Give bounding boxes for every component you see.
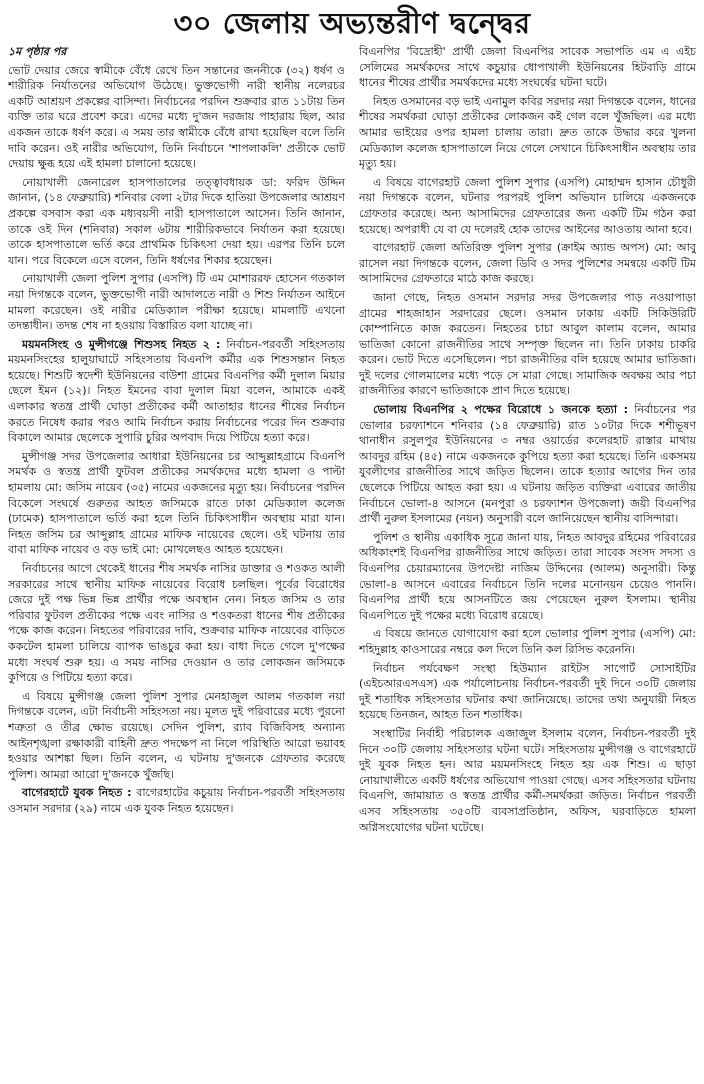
paragraph: নির্বাচনের আগে থেকেই ধানের শীষ সমর্থক নাসির ডাক্তার ও শওকত আলী সরকারের সাথে স্থানীয় মাফিক নায়েবের বিরোধ চলছিল। পূর্বের বিরোধের জেরে দুই পক্ষ ভিন্ন ভিন্ন প্রার্থীর পক্ষে অবস্থান নেন। নিহত জসিম ও তার পরিবার ফুটবল প্রতীকের পক্ষে এবং নাসির ও শওকতরা ধানের শীষ প্রতীকের পক্ষে কাজ করেন। নিহতের পরিবারের দাবি, শুক্রবার মাফিক নায়েবের বাড়িতে ককটেল হামলা চালিয়ে ব্যাপক ভাঙচুর করা হয়। বাধা দিতে গেলে দু'পক্ষের মধ্যে সংঘর্ষ শুরু হয়। এ সময় নাসির দেওয়ান ও তার লোকজন জসিমকে কুপিয়ে ও পিটিয়ে হত্যা করে। [8,562,345,685]
paragraph-text: নির্বাচনের পর ভোলার চরফ্যাশনে শনিবার (১৪ ফেব্রুয়ারি) রাত ১০টার দিকে শশীভূষণ থানাধীন রসুলপুর ইউনিয়নের ৩ নম্বর ওয়ার্ডের কলেরহাট রাস্তার মাথায় আবদুর রহিম (৪৫) নামে একজনকে কুপিয়ে হত্যা করা হয়েছে। তিনি একসময় যুবলীগের রাজনীতির সাথে জড়িত ছিলেন। তাকে হত্যার আগের দিন তার ছেলেকে পিটিয়ে আহত করা হয়। এ ঘটনায় জড়িত ব্যক্তিরা এবারের জাতীয় নির্বাচনে ভোলা-৪ আসনে (মনপুরা ও চরফ্যাশন উপজেলা) জয়ী বিএনপির প্রার্থী নুরুল ইসলামের (নয়ন) অনুসারী বলে জানিয়েছেন স্থানীয় বাসিন্দারা। [359,403,696,526]
paragraph: সংস্থাটির নির্বাহী পরিচালক এজাজুল ইসলাম বলেন, নির্বাচন-পরবর্তী দুই দিনে ৩০টি জেলায় সহিংসতার ঘটনা ঘটে। সহিংসতায় মুন্সীগঞ্জ ও বাগেরহাটে দুই যুবক নিহত হন। আর ময়মনসিংহে নিহত হয় এক শিশু। এ ছাড়া নোয়াখালীতে একটি ধর্ষণের অভিযোগ পাওয়া গেছে। এসব সহিংসতার ঘটনায় বিএনপি, জামায়াত ও স্বতন্ত্র প্রার্থীর কর্মী-সমর্থকরা জড়িত। নির্বাচন পরবর্তী এসব সহিংসতায় ৩৫০টি ব্যবসাপ্রতিষ্ঠান, অফিস, ঘরবাড়িতে হামলা অগ্নিসংযোগের ঘটনা ঘটেছে। [359,726,696,834]
paragraph: এ বিষয়ে জানতে যোগাযোগ করা হলে ভোলার পুলিশ সুপার (এসপি) মো: শহিদুল্লাহ কাওসারের নম্বরে কল দিলে তিনি কল রিসিভ করেননি। [359,627,696,656]
subsection-paragraph [8,337,345,446]
subheading-mymensingh: ময়মনসিংহ ও মুন্সীগঞ্জে শিশুসহ নিহত ২ : [22,337,221,351]
paragraph: মুন্সীগঞ্জ সদর উপজেলার আধারা ইউনিয়নের চর আব্দুল্লাহগ্রামে বিএনপি সমর্থক ও স্বতন্ত্র প্রার্থী ফুটবল প্রতীকের সমর্থকদের মধ্যে হামলা ও পাল্টা হামলায় মো: জসিম নায়েব (৩৫) নামের একজনের মৃত্যু হয়। নির্বাচনের পরদিন বিকেলে সংঘর্ষে গুরুতর আহত জসিমকে রাতে ঢাকা মেডিক্যাল কলেজ (ঢামেক) হাসপাতালে ভর্তি করা হলে তিনি চিকিৎসাধীন অবস্থায় মারা যান। নিহত জসিম চর আব্দুল্লাহ গ্রামের মাফিক নায়েবের ছেলে। ওই ঘটনায় তার বাবা মাফিক নায়েব ও বড় ভাই মো: মোখলেছও আহত হয়েছেন। [8,449,345,557]
paragraph: এ বিষয়ে বাগেরহাট জেলা পুলিশ সুপার (এসপি) মোহাম্মদ হাসান চৌধুরী নয়া দিগন্তকে বলেন, ঘটনার পরপরই পুলিশ অভিযান চালিয়ে একজনকে গ্রেফতার করেছে। অন্য আসামিদের গ্রেফতারের জন্য একটি টিম গঠন করা হয়েছে। অপরাধী যে বা যে দলেরই হোক তাদের আইনের আওতায় আনা হবে। [359,175,696,236]
paragraph: নিহত ওসমানের বড় ভাই এনামুল কবির সরদার নয়া দিগন্তকে বলেন, ধানের শীষের সমর্থকরা ঘোড়া প্রতীকের লোকজন কই গেল বলে খুঁজছিল। এর মধ্যে আমার ভাইয়ের ওপর হামলা চালায় তারা। দ্রুত তাকে উদ্ধার করে খুলনা মেডিক্যাল কলেজ হাসপাতালে নিয়ে গেলে সেখানে চিকিৎসাধীন অবস্থায় তার মৃত্যু হয়। [359,94,696,171]
paragraph: বিএনপির 'বিদ্রোহী' প্রার্থী জেলা বিএনপির সাবেক সভাপতি এম এ এইচ সেলিমের সমর্থকদের সাথে কচুয়ার ধোপাখালী ইউনিয়নের হিটবাড়ি গ্রামে ধানের শীষের প্রার্থীর সমর্থকদের মধ্যে সংঘর্ষের ঘটনা ঘটে। [359,45,696,90]
subsection-paragraph [8,785,345,816]
article-columns [8,44,696,1080]
continued-from: ১ম পৃষ্ঠার পর [8,45,67,58]
paragraph: নোয়াখালী জেনারেল হাসপাতালের তত্ত্বাবধায়ক ডা: ফরিদ উদ্দিন জানান, (১৪ ফেব্রুয়ারি) শনিবার বেলা ২টার দিকে হাতিয়া উপজেলার আশ্রয়ণ প্রকল্পে বসবাস করা এক মধ্যবয়সী নারী হাসপাতালে আসেন। তিনি জানান, তাকে ওই দিন (শনিবার) সকাল ৬টায় শারীরিকভাবে নির্যাতন করা হয়েছে। তাকে হাসপাতালে ভর্তি করে প্রাথমিক চিকিৎসা দেয়া হয়। এরপর তিনি চলে যান। পরে বিকেলে এসে বলেন, তিনি ধর্ষণের শিকার হয়েছেন। [8,175,345,267]
subheading-bhola: ভোলায় বিএনপির ২ পক্ষের বিরোধে ১ জনকে হত্যা : [373,403,629,417]
subsection-paragraph [359,402,696,527]
headline: ৩০ জেলায় অভ্যন্তরীণ দ্বন্দ্বের [173,6,531,40]
paragraph: ভোট দেয়ার জেরে স্বামীকে বেঁধে রেখে তিন সন্তানের জননীকে (৩২) ধর্ষণ ও শারীরিক নির্যাতনের অভিযোগ উঠেছে। ভুক্তভোগী নারী স্থানীয় নলেরচর একটি আশ্রয়ণ প্রকল্পের বাসিন্দা। নির্বাচনের পরদিন শুক্রবার রাত ১১টায় তিন ব্যক্তি তার ঘরে প্রবেশ করে। এদের মধ্যে দু'জন দরজায় পাহারায় ছিল, আর একজন তাকে ধর্ষণ করে। এ সময় তার স্বামীকে বেঁধে রাখা হয়েছিল বলে তিনি দাবি করেন। ওই নারীর অভিযোগ, তিনি নির্বাচনে 'শাপলাকলি' প্রতীকে ভোট দেয়ায় ক্ষুব্ধ হয়ে এই হামলা চালানো হয়েছে। [8,63,345,171]
paragraph: নির্বাচন পর্যবেক্ষণ সংস্থা হিউম্যান রাইটস সাপোর্ট সোসাইটির (এইচআরএসএস) এক পর্যালোচনায় নির্বাচন-পরবর্তী দুই দিনে ৩০টি জেলায় দুই শতাধিক সহিংসতার ঘটনার কথা জানিয়েছে। তাদের তথ্য অনুযায়ী নিহত হয়েছে তিনজন, আহত তিন শতাধিক। [359,661,696,722]
paragraph: জানা গেছে, নিহত ওসমান সরদার সদর উপজেলার পাড় নওয়াপাড়া গ্রামের শাহজাহান সরদারের ছেলে। ওসমান ঢাকায় একটি সিকিউরিটি কোম্পানিতে কাজ করতেন। নিহতের চাচা আবুল কালাম বলেন, আমার ভাতিজা কোনো রাজনীতির সাথে সম্পৃক্ত ছিলেন না। তিনি ঢাকায় চাকরি করেন। ভোট দিতে এসেছিলেন। পচা রাজনীতির বলি হয়েছে আমার ভাতিজা। দুই দলের গোলমালের মধ্যে পড়ে সে মারা গেছে। সামাজিক অবক্ষয় আর পচা রাজনীতির কারণে ভাতিজাকে প্রাণ দিতে হয়েছে। [359,290,696,398]
paragraph: এ বিষয়ে মুন্সীগঞ্জ জেলা পুলিশ সুপার মেনহাজুল আলম গতকাল নয়া দিগন্তকে বলেন, এটা নির্বাচনী সহিংসতা নয়। মূলত দুই পরিবারের মধ্যে পুরনো শত্রুতা ও তীব্র ক্ষোভ রয়েছে। সেদিন পুলিশ, র‍্যাব বিজিবিসহ অন্যান্য আইনশৃঙ্খলা রক্ষাকারী বাহিনী দ্রুত পদক্ষেপ না নিলে পরিস্থিতি আরো ভয়াবহ হওয়ার আশঙ্কা ছিল। তিনি বলেন, এ ঘটনায় দু'জনকে গ্রেফতার করেছে পুলিশ। আমরা আরো দু'জনকে খুঁজছি। [8,689,345,781]
left-column [8,44,345,1080]
paragraph: বাগেরহাট জেলা অতিরিক্ত পুলিশ সুপার (ক্রাইম অ্যান্ড অপস) মো: আবু রাসেল নয়া দিগন্তকে বলেন, জেলা ডিবি ও সদর পুলিশের সমন্বয়ে একটি টিম আসামিদের গ্রেফতারে মাঠে কাজ করছে। [359,241,696,286]
paragraph: নোয়াখালী জেলা পুলিশ সুপার (এসপি) টি এম মোশাররফ হোসেন গতকাল নয়া দিগন্তকে বলেন, ভুক্তভোগী নারী আদালতে নারী ও শিশু নির্যাতন আইনে মামলা করেছেন। ওই নারীর মেডিক্যাল পরীক্ষা হয়েছে। মামলাটি এখনো তদন্তাধীন। তদন্ত শেষ না হওয়ায় বিস্তারিত বলা যাচ্ছে না। [8,272,345,333]
paragraph-text: বাগেরহাটের কচুয়ায় নির্বাচন-পরবর্তী সহিংসতায় ওসমান সরদার (২৯) নামে এক যুবক নিহত হয়েছেন। [8,786,345,815]
subheading-bagerhat: বাগেরহাটে যুবক নিহত : [22,786,132,800]
paragraph-text: নির্বাচন-পরবর্তী সহিংসতায় ময়মনসিংহের হালুয়াঘাটে সহিংসতায় বিএনপি কর্মীর এক শিশুসন্তান নিহত হয়েছে। শিশুটি স্বদেশী ইউনিয়নের বাউশা গ্রামের বিএনপির কর্মী দুলাল মিয়ার ছেলে ইমন (১২)। নিহত ইমনের বাবা দুলাল মিয়া বলেন, আমাকে একই এলাকার স্বতন্ত্র প্রার্থী ঘোড়া প্রতীকের কর্মী আতাহার ধানের শীষের নির্বাচন করতে নিষেধ করার পরও আমি নির্বাচন করায় নির্বাচনের পরের দিন শুক্রবার বিকালে আমার ছেলেকে সুপারি চুরির অপবাদ দিয়ে পিটিয়ে হত্যা করে। [8,337,345,445]
right-column [359,44,696,1080]
paragraph: পুলিশ ও স্থানীয় একাধিক সূত্রে জানা যায়, নিহত আবদুর রহিমের পরিবারের অধিকাংশই বিএনপির রাজনীতির সাথে জড়িত। তারা সাবেক সংসদ সদস্য ও বিএনপির চেয়ারম্যানের উপদেষ্টা নাজিম উদ্দিনের (আলম) অনুসারী। কিন্তু ভোলা-৪ আসনে এবারের নির্বাচনে তিনি দলের মনোনয়ন চেয়েও পাননি। বিএনপির প্রার্থী হয়ে আসনটিতে জয় পেয়েছেন নুরুল ইসলাম। স্থানীয় বিএনপিতে দুই পক্ষের মধ্যে বিরোধ রয়েছে। [359,530,696,622]
